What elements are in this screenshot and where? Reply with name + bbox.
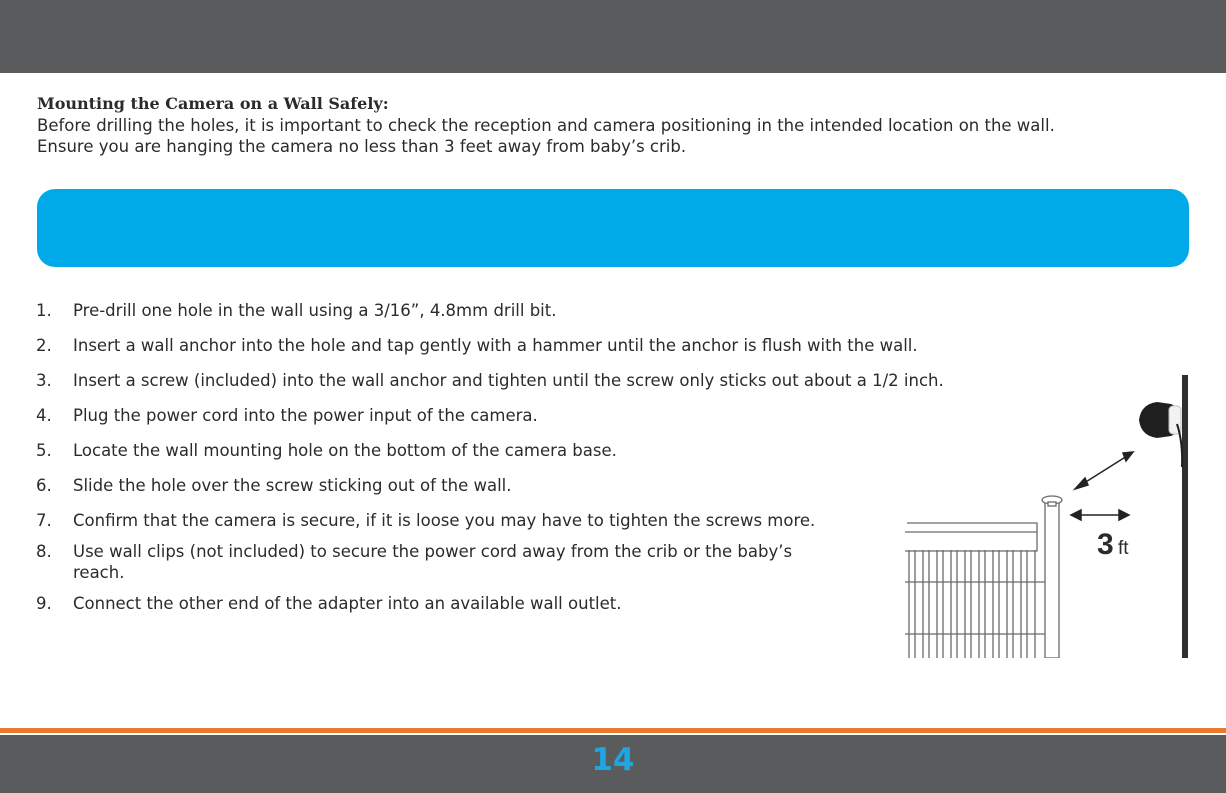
crib-icon: [905, 496, 1062, 658]
step-text: Pre-drill one hole in the wall using a 3/16”, 4.8mm drill bit.: [73, 301, 557, 320]
intro-section: [37, 93, 1197, 158]
distance-value: 3: [1097, 528, 1114, 561]
step-item: [36, 510, 823, 531]
distance-unit: ft: [1118, 538, 1129, 559]
step-number: 6.: [36, 476, 52, 495]
page-number: 14: [591, 742, 635, 778]
intro-text-line-2: Ensure you are hanging the camera no less than 3 feet away from baby’s crib.: [37, 137, 687, 156]
step-text: Insert a screw (included) into the wall anchor and tighten until the screw only sticks out about a 1/2 inch.: [73, 371, 944, 390]
step-number: 7.: [36, 511, 52, 530]
step-item: [36, 475, 944, 496]
step-text: Slide the hole over the screw sticking out of the wall.: [73, 476, 512, 495]
wall-edge: [1182, 375, 1188, 658]
step-text: Use wall clips (not included) to secure the power cord away from the crib or the baby’s reach.: [73, 542, 793, 582]
header-bar: [0, 0, 1226, 73]
camera-icon: [1139, 402, 1182, 467]
step-text: Confirm that the camera is secure, if it is loose you may have to tighten the screws more.: [73, 511, 816, 530]
step-number: 2.: [36, 336, 52, 355]
blue-banner: [37, 189, 1189, 267]
step-number: 1.: [36, 301, 52, 320]
step-number: 4.: [36, 406, 52, 425]
step-item: [36, 405, 944, 426]
step-number: 3.: [36, 371, 52, 390]
step-text: Locate the wall mounting hole on the bottom of the camera base.: [73, 441, 617, 460]
step-item: [36, 335, 944, 356]
step-text: Plug the power cord into the power input of the camera.: [73, 406, 538, 425]
step-item: [36, 370, 944, 391]
step-item: [36, 593, 944, 614]
step-item: [36, 300, 944, 321]
distance-arrow-horizontal: [1071, 510, 1129, 520]
step-number: 8.: [36, 542, 52, 561]
step-text: Connect the other end of the adapter into an available wall outlet.: [73, 594, 622, 613]
step-item: [36, 541, 823, 583]
step-number: 9.: [36, 594, 52, 613]
instruction-steps: [36, 300, 944, 628]
step-item: [36, 440, 944, 461]
intro-text-line-1: Before drilling the holes, it is important to check the reception and camera positioning in the intended location on the wall.: [37, 115, 1055, 135]
step-text: Insert a wall anchor into the hole and tap gently with a hammer until the anchor is flush with the wall.: [73, 336, 918, 355]
section-title: Mounting the Camera on a Wall Safely:: [37, 94, 389, 113]
step-number: 5.: [36, 441, 52, 460]
footer-accent-line: [0, 728, 1226, 733]
wall-mount-illustration: [905, 372, 1190, 658]
distance-arrow-diagonal: [1075, 452, 1133, 489]
